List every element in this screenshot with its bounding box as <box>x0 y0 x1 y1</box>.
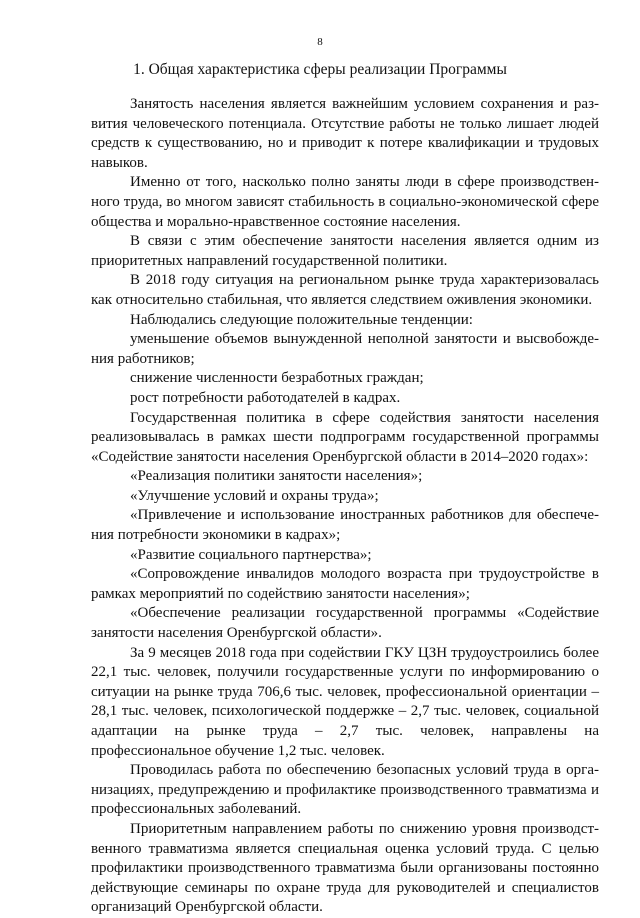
paragraph: Именно от того, насколько полно заняты люди в сфере производственного труда, во многом зависят стабильность в социально-экономической сфере общества и морально-нравственное состояние населения. <box>91 174 599 230</box>
list-item: «Обеспечение реализации государственной программы «Содействие занятости населения Оренбургской области». <box>91 605 599 642</box>
section-heading: 1. Общая характеристика сферы реализации Программы <box>133 61 507 78</box>
paragraph: В связи с этим обеспечение занятости населения является одним из приоритетных направлений государственной политики. <box>91 233 599 269</box>
list-item: «Улучшение условий и охраны труда»; <box>130 487 379 504</box>
body-text <box>91 95 599 918</box>
list-item: «Привлечение и использование иностранных работников для обеспечения потребности экономики в кадрах»; <box>91 507 599 544</box>
paragraph: За 9 месяцев 2018 года при содействии ГКУ ЦЗН трудоустроились более 22,1 тыс. человек, получили государственные услуги по информированию о ситуации на рынке труда 706,6 тыс. человек, профессиональной ориентации – 28,1 тыс. человек, психологической поддержке – 2,7 тыс. человек, социальной адаптации на рынке труда – 2,7 тыс. человек, направлены на профессиональное обучение 1,2 тыс. человек. <box>91 644 599 759</box>
paragraph: Государственная политика в сфере содействия занятости населения реализовывалась в рамках шести подпрограмм государственной программы «Содействие занятости населения Оренбургской области в 2014–2020 годах»: <box>91 409 599 465</box>
paragraph: Наблюдались следующие положительные тенденции: <box>130 311 473 328</box>
paragraph: В 2018 году ситуация на региональном рынке труда характеризовалась как относительно стабильная, что является следствием оживления экономики. <box>91 272 599 308</box>
list-item: рост потребности работодателей в кадрах. <box>130 389 401 406</box>
paragraph: Занятость населения является важнейшим условием сохранения и развития человеческого потенциала. Отсутствие работы не только лишает людей средств к существованию, но и приводит к потере квалификации и трудовых навыков. <box>91 96 599 171</box>
paragraph: Проводилась работа по обеспечению безопасных условий труда в организациях, предупреждению и профилактике производственного травматизма и профессиональных заболеваний. <box>91 762 599 818</box>
list-item: «Развитие социального партнерства»; <box>130 546 372 563</box>
paragraph: Приоритетным направлением работы по снижению уровня производственного травматизма является специальная оценка условий труда. С целью профилактики производственного травматизма были организованы постоянно действующие семинары по охране труда для руководителей и специалистов организаций Оренбургской области. <box>91 820 599 916</box>
page-number: 8 <box>317 36 323 48</box>
list-item: снижение численности безработных граждан; <box>130 370 424 387</box>
list-item: уменьшение объемов вынужденной неполной занятости и высвобождения работников; <box>91 331 599 367</box>
list-item: «Сопровождение инвалидов молодого возраста при трудоустройстве в рамках мероприятий по содействию занятости населения»; <box>91 566 599 602</box>
list-item: «Реализация политики занятости населения»; <box>130 468 423 485</box>
